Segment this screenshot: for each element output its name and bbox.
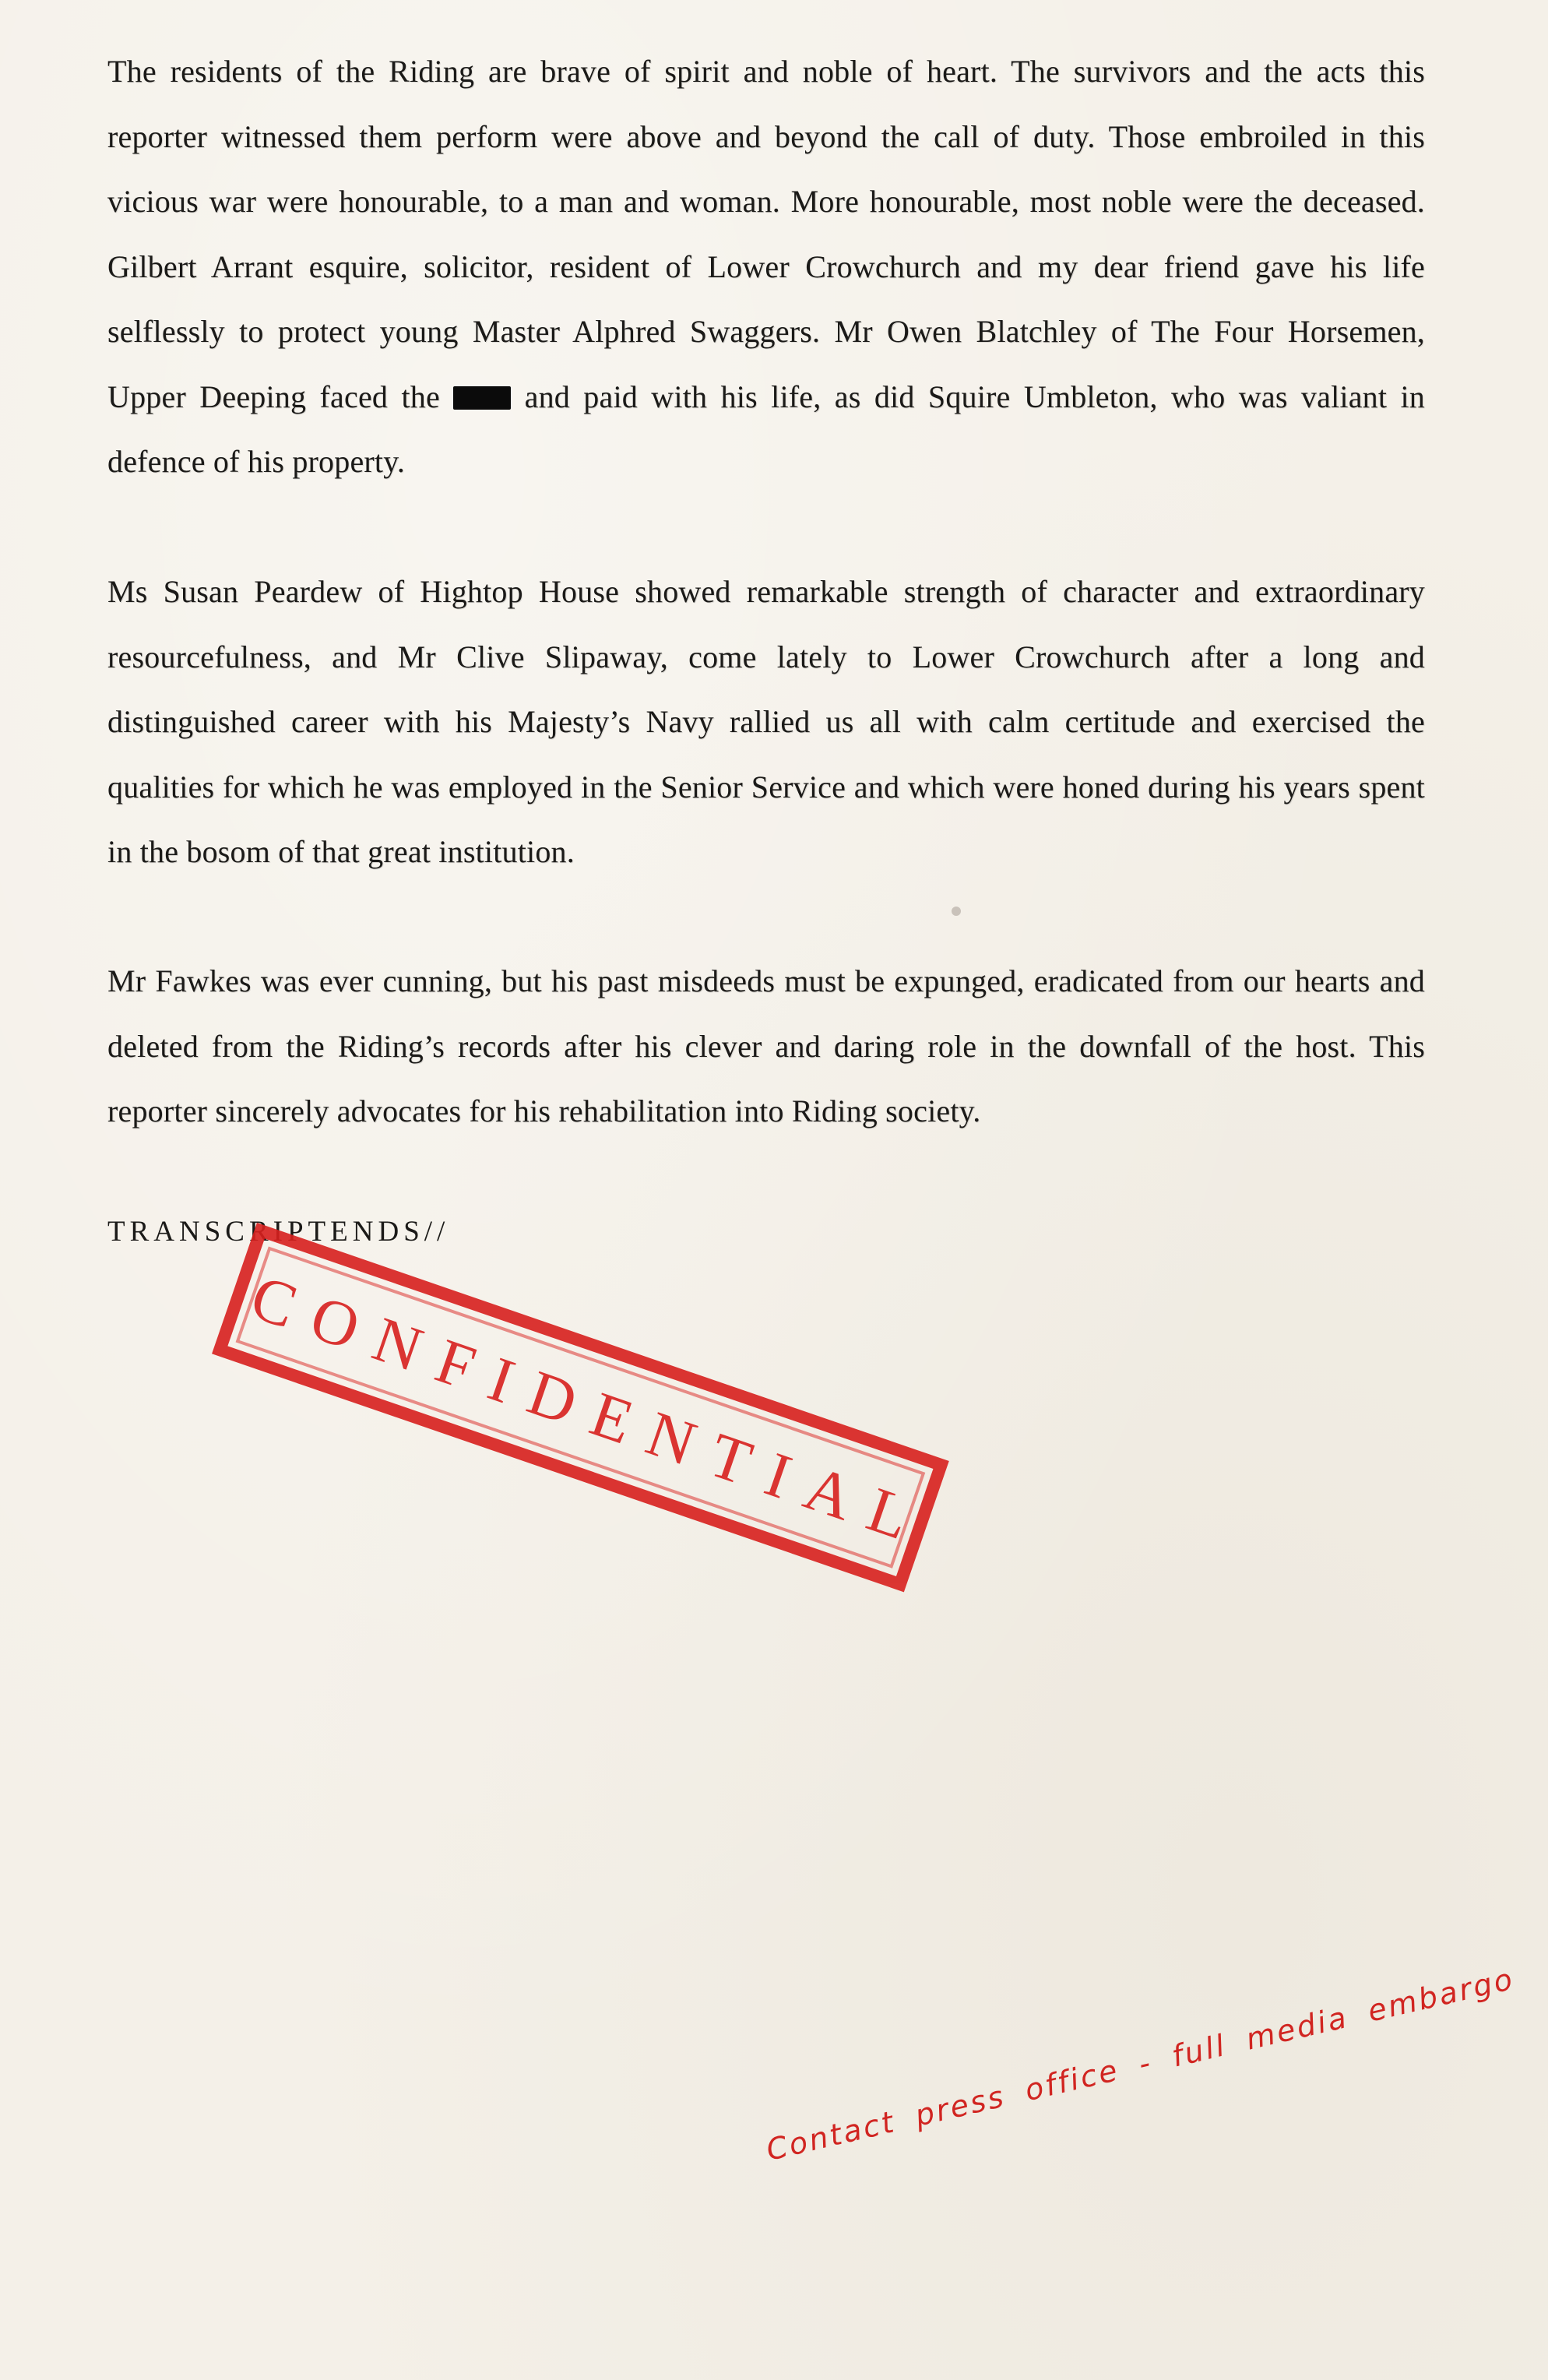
paragraph-1 [107,39,1425,495]
handwritten-note: Contact press office - full media embargo [763,1961,1518,2167]
paragraph-2: Ms Susan Peardew of Hightop House showed remarkable strength of character and extraordinary resourcefulness, and Mr Clive Slipaway, come lately to Lower Crowchurch after a long and distinguished career with his Majesty’s Navy rallied us all with calm certitude and exercised the qualities for which he was employed in the Senior Service and which were honed during his years spent in the bosom of that great institution. [107,574,1425,869]
redaction-bar [453,386,511,410]
paragraph-1-text-b: and paid with his life, as did Squire Umbleton, who was valiant in defence of his property. [107,378,1426,479]
paper-speck [952,907,961,916]
paragraph-3: Mr Fawkes was ever cunning, but his past misdeeds must be expunged, eradicated from our hearts and deleted from the Riding’s records after his clever and daring role in the downfall of the host. This reporter sincerely advocates for his rehabilitation into Riding society. [107,963,1425,1128]
stamp-text: CONFIDENTIAL [242,1261,938,1560]
confidential-stamp [212,1223,949,1592]
transcript-end-marker: TRANSCRIPTENDS// [107,1216,450,1248]
paragraph-1-text-a: The residents of the Riding are brave of spirit and noble of heart. The survivors and the acts this reporter witnessed them perform were above and beyond the call of duty. Those embroiled in this vicious war were honourable, to a man and woman. More honourable, most noble were the deceased. Gilbert Arrant esquire, solicitor, resident of Lower Crowchurch and my dear friend gave his life selflessly to protect young Master Alphred Swaggers. Mr Owen Blatchley of The Four Horsemen, Upper Deeping faced the [107,54,1425,414]
